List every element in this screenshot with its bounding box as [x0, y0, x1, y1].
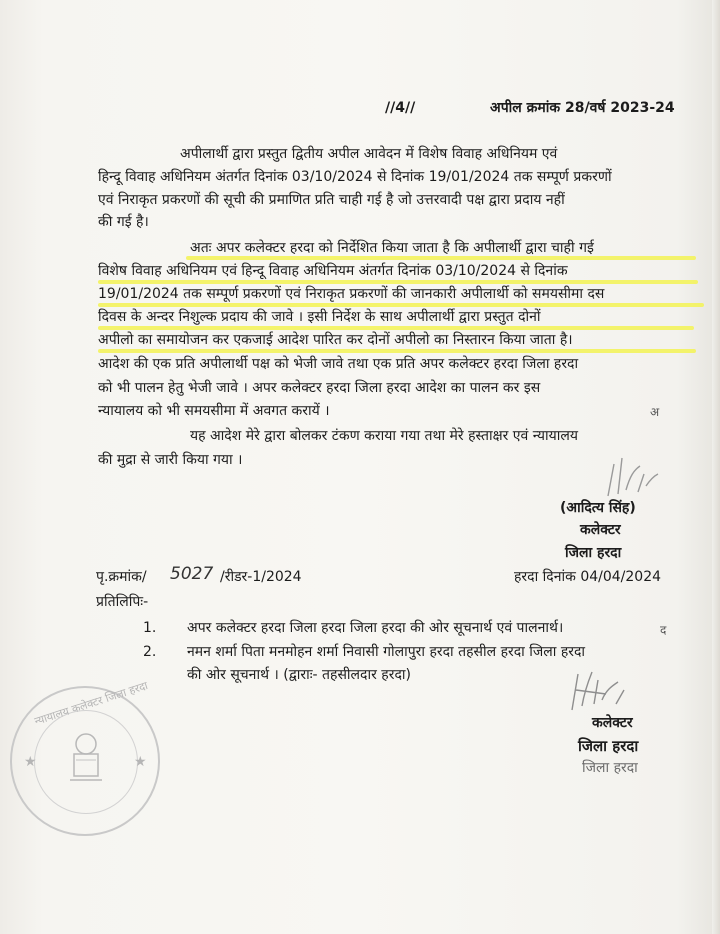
endorsement-place-date: हरदा दिनांक 04/04/2024	[514, 569, 662, 585]
para2-line7: को भी पालन हेतु भेजी जावे । अपर कलेक्टर हरदा जिला हरदा आदेश का पालन कर इस	[98, 380, 541, 396]
para1-line2: हिन्दू विवाह अधिनियम अंतर्गत दिनांक 03/10/2024 से दिनांक 19/01/2024 तक सम्पूर्ण प्रकरणों	[98, 169, 612, 185]
copy-item-text-continued: की ओर सूचनार्थ । (द्वाराः- तहसीलदार हरदा)	[187, 667, 411, 683]
seal-star-icon: ★	[24, 754, 37, 770]
para1-line3: एवं निराकृत प्रकरणों की सूची की प्रमाणित प्रति चाही गई है जो उत्तरवादी पक्ष द्वारा प्रदाय नहीं	[98, 192, 565, 208]
para3-line1: यह आदेश मेरे द्वारा बोलकर टंकण कराया गया तथा मेरे हस्ताक्षर एवं न्यायालय	[190, 428, 579, 444]
signatory-name: (आदित्य सिंह)	[560, 500, 636, 516]
signatory2-district: जिला हरदा	[578, 737, 639, 755]
copy-label: प्रतिलिपिः-	[96, 594, 149, 610]
signatory-designation: कलेक्टर	[580, 522, 621, 538]
seal-text: न्यायालय कलेक्टर जिला हरदा	[32, 679, 150, 728]
para1-line1: अपीलार्थी द्वारा प्रस्तुत द्वितीय अपील आवेदन में विशेष विवाह अधिनियम एवं	[180, 146, 558, 162]
signatory-district: जिला हरदा	[565, 545, 622, 561]
endorsement-ref-suffix: /रीडर-1/2024	[220, 569, 302, 585]
collector-signature	[566, 660, 636, 718]
para2-line1: अतः अपर कलेक्टर हरदा को निर्देशित किया जाता है कि अपीलार्थी द्वारा चाही गई	[190, 240, 594, 256]
para3-line2: की मुद्रा से जारी किया गया ।	[98, 452, 243, 468]
para2-line6: आदेश की एक प्रति अपीलार्थी पक्ष को भेजी जावे तथा एक प्रति अपर कलेक्टर हरदा जिला हरदा	[98, 356, 579, 372]
para2-line8: न्यायालय को भी समयसीमा में अवगत करायें ।	[98, 403, 330, 419]
collector-signature	[600, 446, 660, 506]
copy-item-text: अपर कलेक्टर हरदा जिला हरदा जिला हरदा की ओर सूचनार्थ एवं पालनार्थ।	[187, 620, 564, 636]
page-number: //4//	[385, 100, 416, 116]
signatory2-designation: कलेक्टर	[592, 715, 633, 731]
emblem-icon	[62, 730, 110, 790]
endorsement-ref-number: 5027	[170, 564, 214, 584]
seal-star-icon: ★	[134, 754, 147, 770]
page-edge-shadow	[712, 0, 720, 934]
case-number: अपील क्रमांक 28/वर्ष 2023-24	[490, 100, 675, 116]
court-seal	[10, 679, 160, 836]
para2-line5: अपीलो का समायोजन कर एकजाई आदेश पारित कर दोनों अपीलो का निस्तारन किया जाता है।	[98, 332, 573, 348]
copy-item-text: नमन शर्मा पिता मनमोहन शर्मा निवासी गोलापुरा हरदा तहसील हरदा जिला हरदा	[187, 644, 586, 660]
margin-mark: द	[660, 623, 667, 637]
district-stamp-text: जिला हरदा	[582, 760, 638, 776]
para2-line4: दिवस के अन्दर निशुल्क प्रदाय की जावे । इसी निर्देश के साथ अपीलार्थी द्वारा प्रस्तुत दोनों	[98, 309, 541, 325]
endorsement-ref-label: पृ.क्रमांक/	[96, 569, 147, 585]
copy-item-number: 2.	[143, 644, 157, 660]
para1-line4: की गई है।	[98, 214, 149, 230]
margin-mark: अ	[650, 405, 660, 419]
para2-line3: 19/01/2024 तक सम्पूर्ण प्रकरणों एवं निराकृत प्रकरणों की जानकारी अपीलार्थी को समयसीमा दस	[98, 286, 605, 302]
para2-line2: विशेष विवाह अधिनियम एवं हिन्दू विवाह अधिनियम अंतर्गत दिनांक 03/10/2024 से दिनांक	[98, 263, 568, 279]
copy-item-number: 1.	[143, 620, 157, 636]
